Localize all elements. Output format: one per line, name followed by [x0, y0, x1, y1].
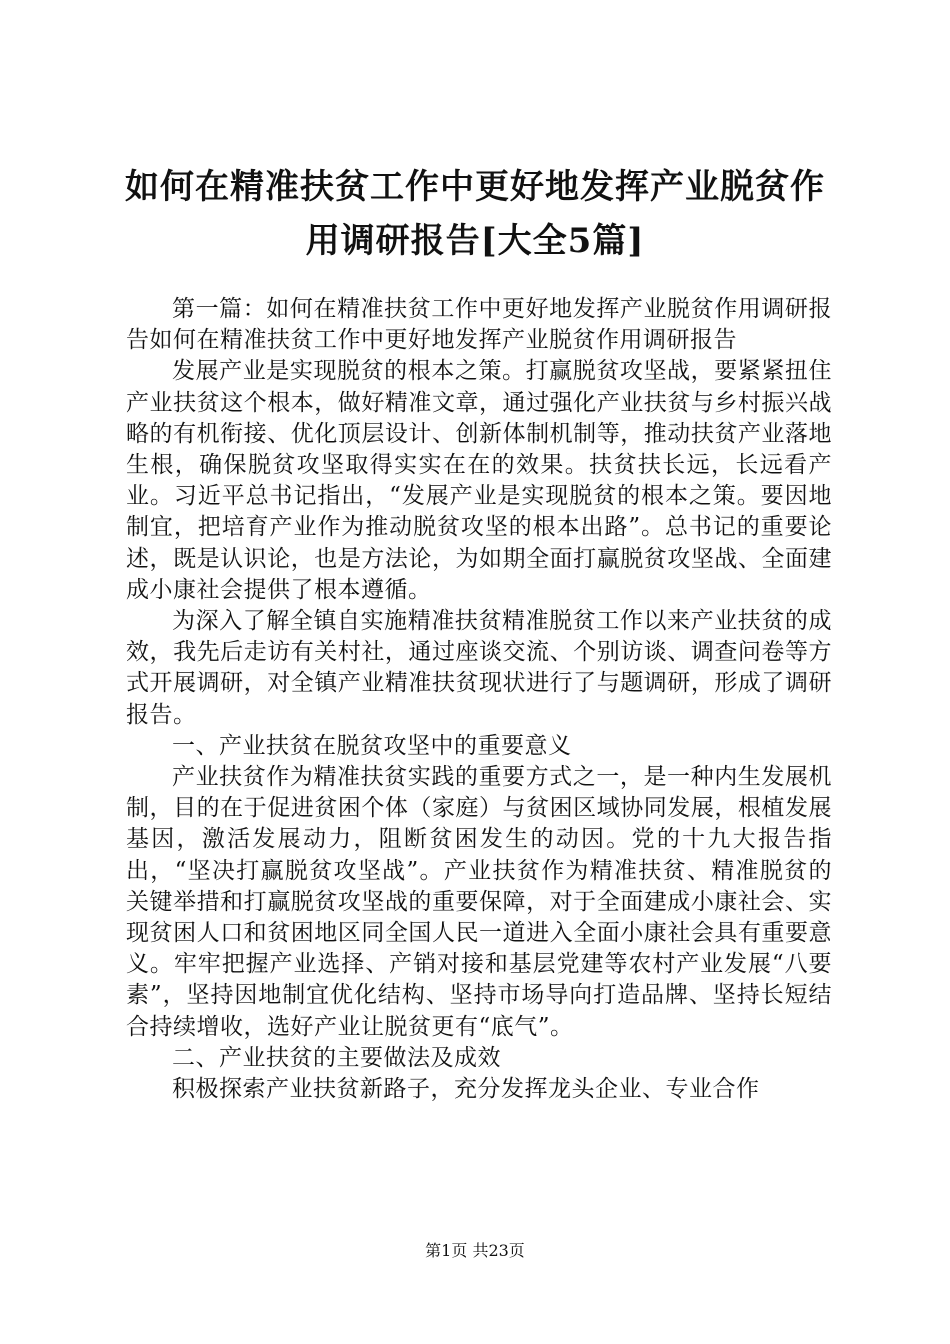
title-line-2: 用调研报告[大全5篇] — [305, 221, 645, 261]
document-title — [100, 160, 850, 268]
paragraph-intro-heading: 第一篇：如何在精准扶贫工作中更好地发挥产业脱贫作用调研报告如何在精准扶贫工作中更好地发挥产业脱贫作用调研报告 — [126, 296, 832, 354]
paragraph-significance: 产业扶贫作为精准扶贫实践的重要方式之一，是一种内生发展机制，目的在于促进贫困个体（家庭）与贫困区域协同发展，根植发展基因，激活发展动力，阻断贫困发生的动因。党的十九大报告指出，“坚决打赢脱贫攻坚战”。产业扶贫作为精准扶贫、精准脱贫的关键举措和打赢脱贫攻坚战的重要保障，对于全面建成小康社会、实现贫困人口和贫困地区同全国人民一道进入全面小康社会具有重要意义。牢牢把握产业选择、产销对接和基层党建等农村产业发展“八要素”，坚持因地制宜优化结构、坚持市场导向打造品牌、坚持长短结合持续增收，选好产业让脱贫更有“底气”。 — [126, 764, 832, 1040]
title-line-1: 如何在精准扶贫工作中更好地发挥产业脱贫作 — [125, 167, 825, 207]
section-heading-2: 二、产业扶贫的主要做法及成效 — [172, 1044, 501, 1071]
paragraph-practices: 积极探索产业扶贫新路子，充分发挥龙头企业、专业合作 — [172, 1076, 760, 1103]
page-footer: 第1页 共23页 — [425, 1241, 525, 1260]
section-heading-1: 一、产业扶贫在脱贫攻坚中的重要意义 — [172, 732, 572, 759]
document-body — [126, 294, 832, 1105]
paragraph-research-purpose: 为深入了解全镇自实施精准扶贫精准脱贫工作以来产业扶贫的成效，我先后走访有关村社，通过座谈交流、个别访谈、调查问卷等方式开展调研，对全镇产业精准扶贫现状进行了与题调研，形成了调研报告。 — [126, 608, 832, 728]
paragraph-industry-development: 发展产业是实现脱贫的根本之策。打赢脱贫攻坚战，要紧紧扭住产业扶贫这个根本，做好精准文章，通过强化产业扶贫与乡村振兴战略的有机衔接、优化顶层设计、创新体制机制等，推动扶贫产业落地生根，确保脱贫攻坚取得实实在在的效果。扶贫扶长远，长远看产业。习近平总书记指出，“发展产业是实现脱贫的根本之策。要因地制宜，把培育产业作为推动脱贫攻坚的根本出路”。总书记的重要论述，既是认识论，也是方法论，为如期全面打赢脱贫攻坚战、全面建成小康社会提供了根本遵循。 — [126, 358, 832, 603]
